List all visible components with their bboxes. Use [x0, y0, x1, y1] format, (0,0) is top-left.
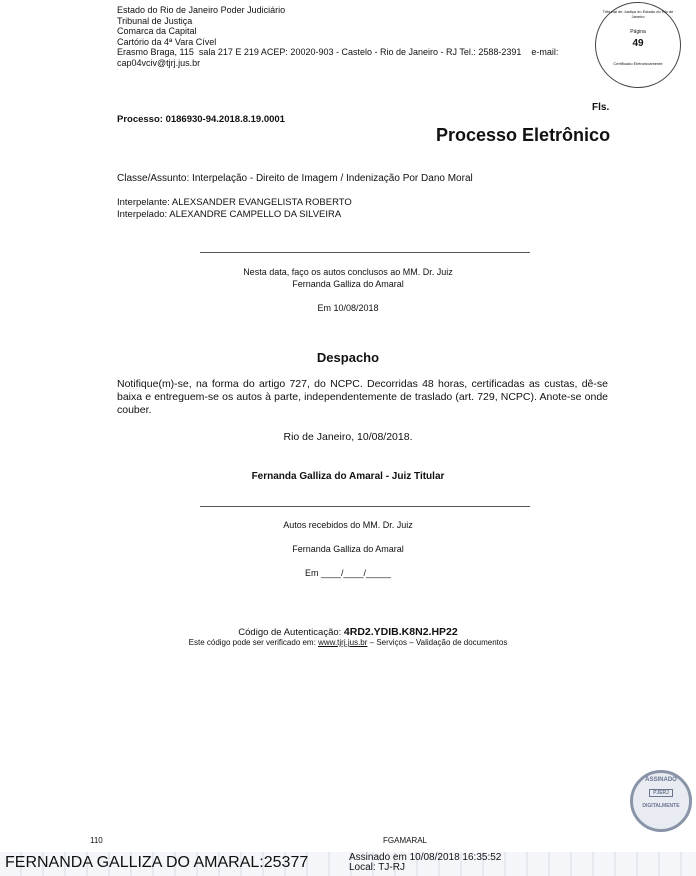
- court-header: [117, 5, 558, 68]
- auth-code-line: [0, 626, 696, 638]
- page-title: Processo Eletrônico: [436, 125, 611, 145]
- despacho-text: Notifique(m)-se, na forma do artigo 727, do NCPC. Decorridas 48 horas, certificadas as custas, dê-se baixa e entreguem-se os autos à parte, independentemente de traslado (art. 729, NCPC). Anote-se onde couber.: [117, 378, 608, 416]
- conclusos-name: Fernanda Galliza do Amaral: [292, 278, 404, 289]
- divider: [200, 252, 530, 253]
- header-line: Estado do Rio de Janeiro Poder Judiciário: [117, 5, 286, 15]
- auth-label: Código de Autenticação:: [238, 627, 342, 638]
- signature-bar: [0, 852, 696, 876]
- conclusos-text: Nesta data, faço os autos conclusos ao MM. Dr. Juiz: [243, 267, 453, 277]
- process-number: Processo: 0186930-94.2018.8.19.0001: [117, 114, 285, 125]
- recebidos-name: Fernanda Galliza do Amaral: [292, 544, 404, 554]
- auth-code: 4RD2.YDIB.K8N2.HP22: [343, 626, 458, 638]
- seal-text: ASSINADO: [645, 777, 677, 783]
- page-stamp: [595, 2, 681, 88]
- seal-text: DIGITALMENTE: [642, 803, 680, 809]
- conclusos-date: Em 10/08/2018: [317, 303, 379, 313]
- header-line: Cartório da 4ª Vara Cível: [117, 36, 217, 47]
- signed-local: Local: TJ-RJ: [349, 862, 405, 873]
- signature-info: [349, 853, 501, 873]
- fls-label: Fls.: [592, 102, 610, 113]
- header-line: Erasmo Braga, 115 sala 217 E 219 ACEP: 20020-903 - Castelo - Rio de Janeiro - RJ Tel.: 2588-2391 e-mail:: [117, 47, 559, 57]
- seal-logo: PJERJ: [649, 789, 673, 797]
- interpelado: Interpelado: ALEXANDRE CAMPELLO DA SILVEIRA: [117, 209, 342, 220]
- signed-at: Assinado em 10/08/2018 16:35:52: [349, 852, 502, 863]
- header-line: Tribunal de Justiça: [117, 15, 193, 26]
- verify-prefix: Este código pode ser verificado em:: [188, 638, 316, 647]
- signer-name: FERNANDA GALLIZA DO AMARAL:25377: [5, 854, 309, 871]
- verify-line: [0, 638, 696, 647]
- digital-signature-seal: [630, 770, 692, 832]
- divider: [200, 506, 530, 507]
- stamp-ring-text: Certificado Eletronicamente: [613, 61, 663, 66]
- header-line: Comarca da Capital: [117, 26, 197, 36]
- despacho-title: Despacho: [316, 350, 380, 365]
- recebidos-text: Autos recebidos do MM. Dr. Juiz: [283, 520, 413, 530]
- conclusos-block: [0, 267, 696, 290]
- recebidos-date: Em ____/____/_____: [304, 568, 392, 578]
- header-line: cap04vciv@tjrj.jus.br: [117, 57, 201, 68]
- stamp-page-number: 49: [632, 38, 644, 49]
- stamp-ring-text: Tribunal de Justiça do Estado do Rio de Janeiro: [602, 9, 674, 19]
- place-date: Rio de Janeiro, 10/08/2018.: [283, 431, 413, 443]
- interpelante: Interpelante: ALEXSANDER EVANGELISTA ROBERTO: [117, 197, 352, 208]
- verify-suffix: – Serviços – Validação de documentos: [369, 638, 508, 647]
- signer: Fernanda Galliza do Amaral - Juiz Titular: [251, 471, 445, 482]
- verify-link[interactable]: www.tjrj.jus.br: [318, 638, 368, 647]
- footer-user: FGAMARAL: [383, 836, 428, 845]
- classe-assunto: Classe/Assunto: Interpelação - Direito de Imagem / Indenização Por Dano Moral: [117, 173, 473, 184]
- footer-number: 110: [90, 836, 103, 845]
- stamp-label: Página: [630, 29, 646, 35]
